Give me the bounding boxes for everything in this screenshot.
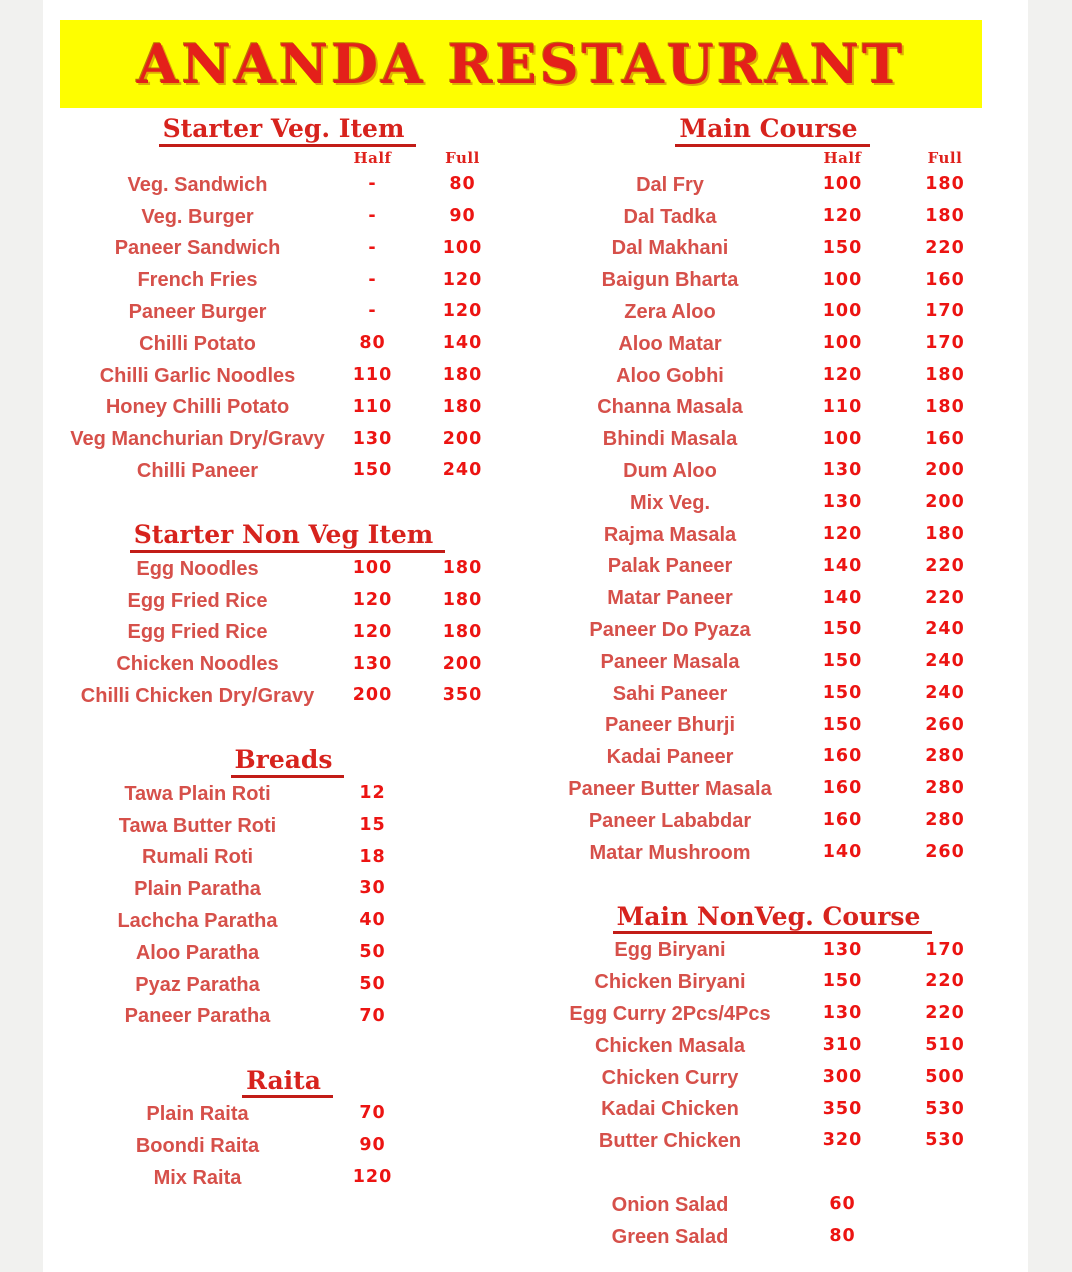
price-header-row	[65, 147, 510, 169]
item-price-full: 180	[925, 205, 965, 226]
menu-item-row	[545, 392, 1000, 424]
price-column-header-full: Full	[927, 149, 963, 167]
section-heading-row	[65, 115, 510, 147]
menu-item-row	[65, 1098, 510, 1130]
item-price-half: 120	[822, 364, 863, 385]
item-price-full: 180	[925, 523, 965, 544]
section-heading-row	[545, 903, 1000, 935]
menu-item-row	[65, 423, 510, 455]
menu-item-row	[65, 1130, 510, 1162]
item-price-half: 150	[352, 460, 393, 481]
item-name: Veg Manchurian Dry/Gravy	[70, 428, 325, 451]
item-price-full: 200	[442, 653, 483, 674]
item-price-full: 260	[925, 714, 965, 735]
item-price-full: 160	[925, 428, 965, 449]
item-price-half: 110	[352, 364, 393, 385]
item-price-half: 80	[829, 1226, 856, 1247]
menu-item-row	[545, 1094, 1000, 1126]
price-column-header-half: Half	[353, 149, 392, 167]
menu-item-row	[65, 585, 510, 617]
menu-item-row	[65, 1162, 510, 1194]
item-price-full: 220	[925, 587, 965, 608]
item-price-half: 120	[822, 205, 863, 226]
menu-item-row	[545, 998, 1000, 1030]
item-name: Veg. Burger	[141, 205, 254, 228]
item-price-half: -	[368, 174, 377, 195]
menu-item-row	[65, 328, 510, 360]
menu-item-row	[545, 1062, 1000, 1094]
menu-item-row	[545, 710, 1000, 742]
menu-section	[65, 1066, 510, 1193]
item-name: Zera Aloo	[624, 301, 716, 324]
item-name: Chilli Paneer	[136, 460, 259, 483]
item-price-half: 100	[822, 333, 863, 354]
item-price-full: 530	[925, 1130, 965, 1151]
item-price-half: 15	[359, 814, 386, 835]
item-price-full: 170	[925, 333, 965, 354]
item-name: Lachcha Paratha	[117, 910, 278, 933]
menu-item-row	[65, 296, 510, 328]
item-price-full: 90	[449, 205, 476, 226]
item-price-half: 12	[359, 783, 386, 804]
item-price-full: 180	[442, 396, 483, 417]
menu-item-row	[65, 937, 510, 969]
price-column-header-half: Half	[823, 149, 862, 167]
menu-page	[43, 0, 1028, 1272]
item-price-half: 160	[822, 746, 863, 767]
item-price-half: 60	[829, 1194, 856, 1215]
item-price-full: 220	[925, 555, 965, 576]
item-price-half: 110	[822, 396, 863, 417]
menu-section	[545, 115, 1000, 869]
item-name: Baigun Bharta	[601, 269, 739, 292]
item-price-full: 280	[925, 778, 965, 799]
item-name: Egg Fried Rice	[127, 621, 268, 644]
item-name: Palak Paneer	[607, 555, 733, 578]
item-price-half: 18	[359, 846, 386, 867]
item-name: Onion Salad	[611, 1194, 729, 1216]
item-price-half: 140	[822, 841, 863, 862]
section-heading-row	[65, 746, 510, 778]
menu-item-row	[545, 837, 1000, 869]
menu-item-row	[545, 296, 1000, 328]
item-name: Matar Paneer	[607, 587, 733, 610]
item-price-full: 220	[925, 971, 965, 992]
item-price-full: 240	[442, 460, 483, 481]
menu-item-row	[545, 551, 1000, 583]
item-price-full: 180	[442, 621, 483, 642]
item-name: Paneer Masala	[600, 650, 740, 673]
item-name: Chilli Chicken Dry/Gravy	[80, 685, 315, 708]
restaurant-title: ANANDA RESTAURANT	[136, 32, 906, 96]
item-name: Aloo Gobhi	[616, 364, 724, 387]
section-heading: Raita	[242, 1067, 333, 1099]
item-name: Paneer Lababdar	[588, 809, 752, 832]
menu-item-row	[65, 680, 510, 712]
item-price-full: 200	[925, 460, 965, 481]
item-price-half: 130	[822, 460, 863, 481]
item-price-half: 200	[352, 685, 393, 706]
item-price-half: 140	[822, 555, 863, 576]
item-name: Egg Biryani	[614, 939, 726, 962]
item-name: Egg Noodles	[136, 557, 259, 580]
menu-item-row	[65, 169, 510, 201]
item-price-full: 180	[442, 589, 483, 610]
item-price-full: 510	[925, 1035, 965, 1056]
menu-item-row	[545, 487, 1000, 519]
item-price-half: 100	[822, 174, 863, 195]
menu-item-row	[545, 646, 1000, 678]
menu-item-row	[545, 169, 1000, 201]
price-header-row	[545, 147, 1000, 169]
menu-item-row	[545, 1189, 1000, 1221]
item-price-half: 130	[352, 653, 393, 674]
item-price-half: 150	[822, 682, 863, 703]
menu-item-row	[65, 617, 510, 649]
item-price-full: 180	[442, 558, 483, 579]
item-price-full: 500	[925, 1066, 965, 1087]
menu-item-row	[545, 805, 1000, 837]
item-price-half: 120	[822, 523, 863, 544]
item-price-half: 120	[352, 589, 393, 610]
item-price-half: 140	[822, 587, 863, 608]
item-price-half: -	[368, 237, 377, 258]
item-name: Dal Fry	[636, 173, 704, 196]
item-price-full: 180	[925, 396, 965, 417]
menu-item-row	[545, 201, 1000, 233]
menu-item-row	[545, 1125, 1000, 1157]
item-price-half: 130	[352, 428, 393, 449]
menu-item-row	[545, 360, 1000, 392]
item-price-half: 150	[822, 714, 863, 735]
menu-item-row	[65, 455, 510, 487]
menu-item-row	[545, 264, 1000, 296]
menu-item-row	[65, 392, 510, 424]
menu-item-row	[545, 1221, 1000, 1253]
menu-item-row	[545, 741, 1000, 773]
item-name: Matar Mushroom	[589, 841, 751, 864]
item-name: Channa Masala	[597, 396, 743, 419]
section-heading-row	[65, 521, 510, 553]
item-price-half: 80	[359, 333, 386, 354]
item-price-full: 260	[925, 841, 965, 862]
menu-section	[545, 903, 1000, 1158]
item-price-half: 50	[359, 973, 386, 994]
item-name: Dal Tadka	[623, 205, 717, 228]
item-name: Mix Raita	[153, 1166, 242, 1189]
item-name: Veg. Sandwich	[127, 173, 268, 196]
item-price-half: 100	[822, 301, 863, 322]
item-name: Honey Chilli Potato	[105, 396, 290, 419]
menu-item-row	[545, 935, 1000, 967]
menu-item-row	[65, 873, 510, 905]
item-name: Kadai Chicken	[601, 1098, 739, 1121]
menu-section	[65, 521, 510, 712]
item-price-half: 100	[822, 269, 863, 290]
item-price-half: 30	[359, 878, 386, 899]
item-price-half: 120	[352, 1167, 393, 1188]
menu-item-row	[65, 648, 510, 680]
item-name: Green Salad	[611, 1225, 729, 1248]
item-price-full: 240	[925, 619, 965, 640]
item-name: Paneer Bhurji	[604, 714, 736, 737]
item-price-half: 300	[822, 1066, 863, 1087]
item-name: Egg Curry 2Pcs/4Pcs	[569, 1003, 771, 1026]
item-name: Kadai Paneer	[606, 746, 734, 769]
menu-item-row	[545, 233, 1000, 265]
menu-item-row	[65, 553, 510, 585]
item-price-half: 310	[822, 1035, 863, 1056]
item-price-full: 280	[925, 746, 965, 767]
item-price-full: 120	[442, 301, 483, 322]
item-price-half: 150	[822, 619, 863, 640]
item-price-half: 320	[822, 1130, 863, 1151]
menu-column-right	[545, 115, 1000, 1253]
menu-item-row	[545, 455, 1000, 487]
item-name: Tawa Butter Roti	[118, 814, 277, 837]
menu-item-row	[65, 969, 510, 1001]
item-name: Dal Makhani	[611, 237, 729, 260]
item-price-full: 240	[925, 682, 965, 703]
item-price-half: -	[368, 269, 377, 290]
item-name: Paneer Sandwich	[114, 237, 281, 260]
item-price-half: 150	[822, 971, 863, 992]
item-name: Chicken Curry	[601, 1066, 739, 1089]
item-price-full: 80	[449, 174, 476, 195]
menu-item-row	[65, 842, 510, 874]
item-price-full: 180	[925, 364, 965, 385]
item-name: Sahi Paneer	[612, 682, 728, 705]
item-price-full: 530	[925, 1098, 965, 1119]
item-price-half: 130	[822, 939, 863, 960]
menu-item-row	[65, 233, 510, 265]
item-name: Aloo Matar	[618, 332, 722, 355]
menu-item-row	[65, 1001, 510, 1033]
item-name: Chicken Masala	[594, 1034, 746, 1057]
item-price-full: 100	[442, 237, 483, 258]
item-name: Chicken Noodles	[116, 653, 279, 676]
item-price-half: 100	[352, 558, 393, 579]
item-price-half: 100	[822, 428, 863, 449]
item-name: Plain Raita	[146, 1103, 249, 1126]
item-price-half: 70	[359, 1005, 386, 1026]
item-name: Boondi Raita	[135, 1135, 260, 1158]
menu-section	[65, 115, 510, 487]
item-price-full: 350	[442, 685, 483, 706]
menu-item-row	[545, 582, 1000, 614]
section-heading: Starter Veg. Item	[159, 115, 417, 147]
item-price-half: 150	[822, 651, 863, 672]
menu-item-row	[545, 328, 1000, 360]
menu-item-row	[65, 778, 510, 810]
item-price-half: 130	[822, 1003, 863, 1024]
menu-item-row	[65, 905, 510, 937]
item-name: Plain Paratha	[134, 878, 261, 901]
item-price-half: -	[368, 205, 377, 226]
item-price-full: 120	[442, 269, 483, 290]
item-price-half: 130	[822, 492, 863, 513]
item-name: Butter Chicken	[598, 1130, 742, 1153]
section-heading-row	[545, 115, 1000, 147]
menu-item-row	[545, 519, 1000, 551]
item-price-full: 170	[925, 939, 965, 960]
menu-item-row	[65, 264, 510, 296]
item-price-half: 160	[822, 778, 863, 799]
item-name: Bhindi Masala	[602, 428, 738, 451]
menu-item-row	[545, 678, 1000, 710]
item-price-half: 50	[359, 942, 386, 963]
menu-item-row	[65, 810, 510, 842]
item-price-half: 70	[359, 1103, 386, 1124]
item-name: Pyaz Paratha	[135, 973, 260, 996]
item-name: Rumali Roti	[141, 846, 254, 869]
item-name: Aloo Paratha	[135, 941, 260, 964]
restaurant-banner	[60, 20, 982, 108]
item-price-half: 150	[822, 237, 863, 258]
item-price-half: 120	[352, 621, 393, 642]
item-price-half: -	[368, 301, 377, 322]
menu-item-row	[65, 201, 510, 233]
menu-item-row	[65, 360, 510, 392]
item-price-half: 40	[359, 910, 386, 931]
item-price-full: 140	[442, 333, 483, 354]
item-price-full: 220	[925, 1003, 965, 1024]
item-name: Mix Veg.	[629, 491, 711, 514]
item-price-half: 350	[822, 1098, 863, 1119]
item-name: Chicken Biryani	[594, 971, 746, 994]
section-heading: Starter Non Veg Item	[130, 521, 446, 553]
item-price-full: 280	[925, 810, 965, 831]
menu-item-row	[545, 423, 1000, 455]
section-heading: Main NonVeg. Course	[613, 903, 933, 935]
item-name: Paneer Do Pyaza	[589, 619, 751, 642]
item-price-full: 200	[925, 492, 965, 513]
menu-item-row	[545, 773, 1000, 805]
item-price-full: 160	[925, 269, 965, 290]
item-price-full: 180	[925, 174, 965, 195]
item-name: Chilli Garlic Noodles	[99, 364, 296, 387]
item-price-full: 180	[442, 364, 483, 385]
item-name: Dum Aloo	[623, 460, 717, 483]
item-price-half: 90	[359, 1135, 386, 1156]
section-heading: Main Course	[675, 115, 869, 147]
menu-item-row	[545, 1030, 1000, 1062]
item-name: Rajma Masala	[603, 523, 737, 546]
item-name: Paneer Butter Masala	[568, 778, 772, 801]
section-heading-row	[65, 1066, 510, 1098]
item-name: Paneer Paratha	[124, 1005, 271, 1028]
item-name: Egg Fried Rice	[127, 589, 268, 612]
item-price-full: 240	[925, 651, 965, 672]
price-column-header-full: Full	[445, 149, 480, 167]
menu-section	[545, 1189, 1000, 1253]
menu-column-left	[65, 115, 510, 1194]
item-price-full: 200	[442, 428, 483, 449]
section-heading: Breads	[231, 746, 345, 778]
item-price-full: 170	[925, 301, 965, 322]
item-name: Tawa Plain Roti	[124, 782, 271, 805]
item-price-full: 220	[925, 237, 965, 258]
item-name: French Fries	[137, 269, 258, 292]
item-price-half: 110	[352, 396, 393, 417]
item-price-half: 160	[822, 810, 863, 831]
item-name: Chilli Potato	[139, 332, 256, 355]
menu-section	[65, 746, 510, 1032]
menu-item-row	[545, 614, 1000, 646]
menu-item-row	[545, 966, 1000, 998]
item-name: Paneer Burger	[128, 301, 267, 324]
